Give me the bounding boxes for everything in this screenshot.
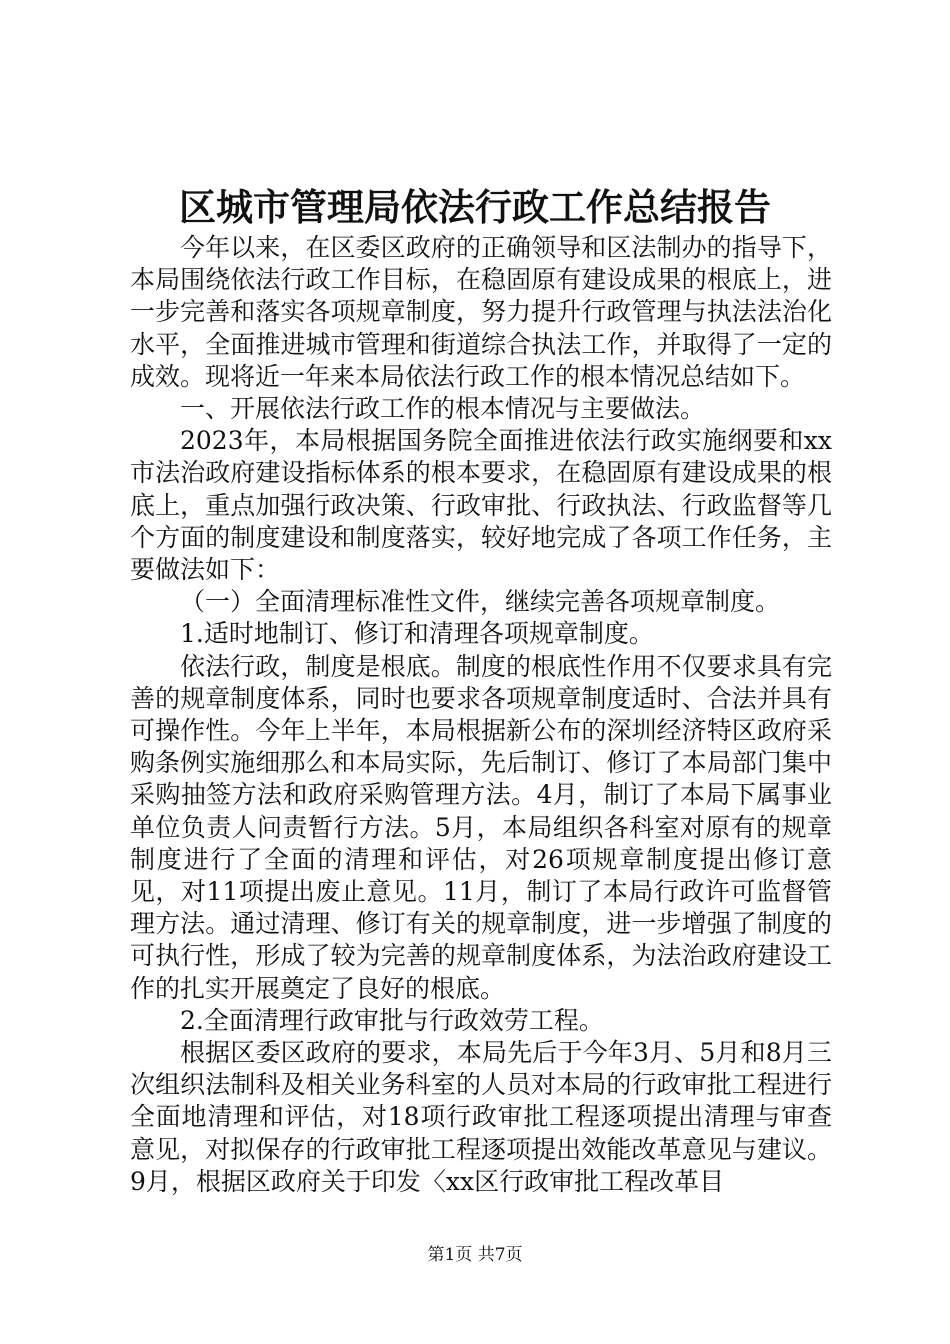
heading-section-1: 一、开展依法行政工作的根本情况与主要做法。 xyxy=(180,394,706,424)
paragraph-intro: 今年以来，在区委区政府的正确领导和区法制办的指导下，本局围绕依法行政工作目标，在稳固原有建设成果的根底上，进一步完善和落实各项规章制度，努力提升行政管理与执法法治化水平，全面推进城市管理和街道综合执法工作，并取得了一定的成效。现将近一年来本局依法行政工作的根本情况总结如下。 xyxy=(130,233,832,391)
document-body xyxy=(130,232,832,1198)
heading-item-2: 2.全面清理行政审批与行政效劳工程。 xyxy=(180,1005,604,1035)
heading-item-1: 1.适时地制订、修订和清理各项规章制度。 xyxy=(180,619,654,649)
document-title: 区城市管理局依法行政工作总结报告 xyxy=(179,186,771,229)
paragraph-approval: 根据区委区政府的要求，本局先后于今年3月、5月和8月三次组织法制科及相关业务科室的人员对本局的行政审批工程进行全面地清理和评估，对18项行政审批工程逐项提出清理与审查意见，对拟保存的行政审批工程逐项提出效能改革意见与建议。9月，根据区政府关于印发〈xx区行政审批工程改革目 xyxy=(130,1038,832,1196)
paragraph-2023: 2023年，本局根据国务院全面推进依法行政实施纲要和xx市法治政府建设指标体系的根本要求，在稳固原有建设成果的根底上，重点加强行政决策、行政审批、行政执法、行政监督等几个方面的制度建设和制度落实，较好地完成了各项工作任务，主要做法如下： xyxy=(130,426,832,585)
heading-subsection-1: （一）全面清理标准性文件，继续完善各项规章制度。 xyxy=(180,587,781,617)
page-footer: 第1页 共7页 xyxy=(427,1245,523,1265)
paragraph-regulations: 依法行政，制度是根底。制度的根底性作用不仅要求具有完善的规章制度体系，同时也要求各项规章制度适时、合法并具有可操作性。今年上半年，本局根据新公布的深圳经济特区政府采购条例实施细那么和本局实际，先后制订、修订了本局部门集中采购抽签方法和政府采购管理方法。4月，制订了本局下属事业单位负责人问责暂行方法。5月，本局组织各科室对原有的规章制度进行了全面的清理和评估，对26项规章制度提出修订意见，对11项提出废止意见。11月，制订了本局行政许可监督管理方法。通过清理、修订有关的规章制度，进一步增强了制度的可执行性，形成了较为完善的规章制度体系，为法治政府建设工作的扎实开展奠定了良好的根底。 xyxy=(130,651,832,1003)
